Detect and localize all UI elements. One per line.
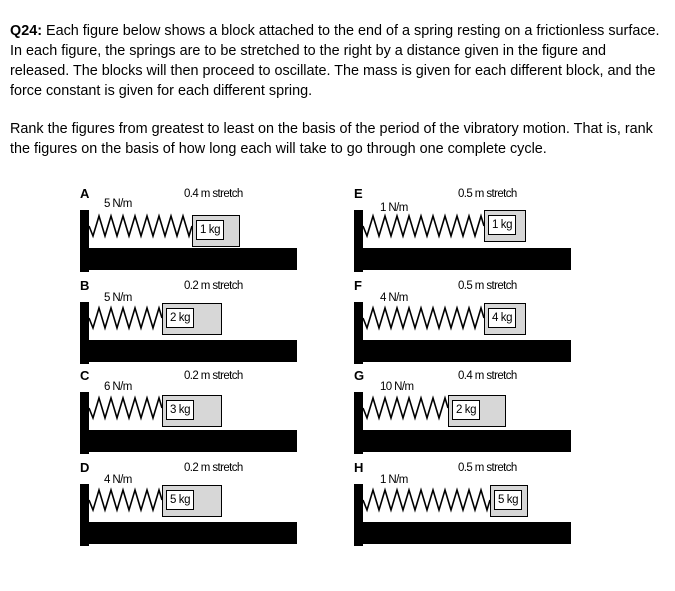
figure-label: D xyxy=(80,460,90,475)
figure-a xyxy=(80,186,330,276)
stretch-label: 0.4 m stretch xyxy=(458,370,517,382)
mass-block xyxy=(484,210,526,242)
floor xyxy=(354,340,571,362)
spring xyxy=(363,306,484,330)
figure-label: E xyxy=(354,186,363,201)
figure-h xyxy=(354,460,604,550)
mass-label: 1 kg xyxy=(196,220,224,240)
figure-label: A xyxy=(80,186,90,201)
mass-block xyxy=(162,485,222,517)
mass-block xyxy=(192,215,240,247)
question-intro-text: Each figure below shows a block attached to the end of a spring resting on a frictionless surface. In each figure, the springs are to be stretched to the right by a distance given in the figure and released. The blocks will then proceed to oscillate. The mass is given for each different block, and the force constant is given for each different spring. xyxy=(10,23,660,99)
floor xyxy=(354,248,571,270)
mass-block xyxy=(448,395,506,427)
floor xyxy=(354,430,571,452)
stretch-label: 0.5 m stretch xyxy=(458,462,517,474)
spring-constant-label: 1 N/m xyxy=(380,474,408,486)
spring xyxy=(363,488,490,512)
stretch-label: 0.4 m stretch xyxy=(184,188,243,200)
floor xyxy=(80,248,297,270)
stretch-label: 0.2 m stretch xyxy=(184,280,243,292)
floor xyxy=(80,430,297,452)
spring-constant-label: 4 N/m xyxy=(104,474,132,486)
mass-label: 4 kg xyxy=(488,308,516,328)
figure-label: H xyxy=(354,460,364,475)
mass-block xyxy=(484,303,526,335)
spring xyxy=(89,306,162,330)
spring-constant-label: 5 N/m xyxy=(104,198,132,210)
figure-e xyxy=(354,186,604,276)
spring-constant-label: 4 N/m xyxy=(380,292,408,304)
figure-label: B xyxy=(80,278,90,293)
figure-label: F xyxy=(354,278,362,293)
mass-label: 2 kg xyxy=(166,308,194,328)
floor xyxy=(80,522,297,544)
question-number: Q24: xyxy=(10,23,42,39)
figure-g xyxy=(354,368,604,458)
figure-d xyxy=(80,460,330,550)
question-instruction: Rank the figures from greatest to least on the basis of the period of the vibratory motion. That is, rank the figures on the basis of how long each will take to go through one complete cycle. xyxy=(10,121,653,157)
figure-f xyxy=(354,278,604,368)
stretch-label: 0.5 m stretch xyxy=(458,188,517,200)
figure-label: C xyxy=(80,368,90,383)
figure-b xyxy=(80,278,330,368)
question-text xyxy=(10,21,660,159)
spring xyxy=(363,396,448,420)
question-intro xyxy=(10,21,660,101)
figure-label: G xyxy=(354,368,365,383)
mass-label: 3 kg xyxy=(166,400,194,420)
stretch-label: 0.2 m stretch xyxy=(184,370,243,382)
spring-constant-label: 1 N/m xyxy=(380,202,408,214)
floor xyxy=(80,340,297,362)
stretch-label: 0.5 m stretch xyxy=(458,280,517,292)
mass-block xyxy=(490,485,528,517)
stretch-label: 0.2 m stretch xyxy=(184,462,243,474)
mass-label: 5 kg xyxy=(166,490,194,510)
spring xyxy=(89,488,162,512)
spring-constant-label: 6 N/m xyxy=(104,381,132,393)
mass-block xyxy=(162,395,222,427)
spring xyxy=(89,396,162,420)
mass-label: 2 kg xyxy=(452,400,480,420)
figure-c xyxy=(80,368,330,458)
spring xyxy=(89,214,192,238)
mass-label: 1 kg xyxy=(488,215,516,235)
mass-block xyxy=(162,303,222,335)
mass-label: 5 kg xyxy=(494,490,522,510)
spring-constant-label: 5 N/m xyxy=(104,292,132,304)
floor xyxy=(354,522,571,544)
spring-constant-label: 10 N/m xyxy=(380,381,414,393)
spring xyxy=(363,214,484,238)
